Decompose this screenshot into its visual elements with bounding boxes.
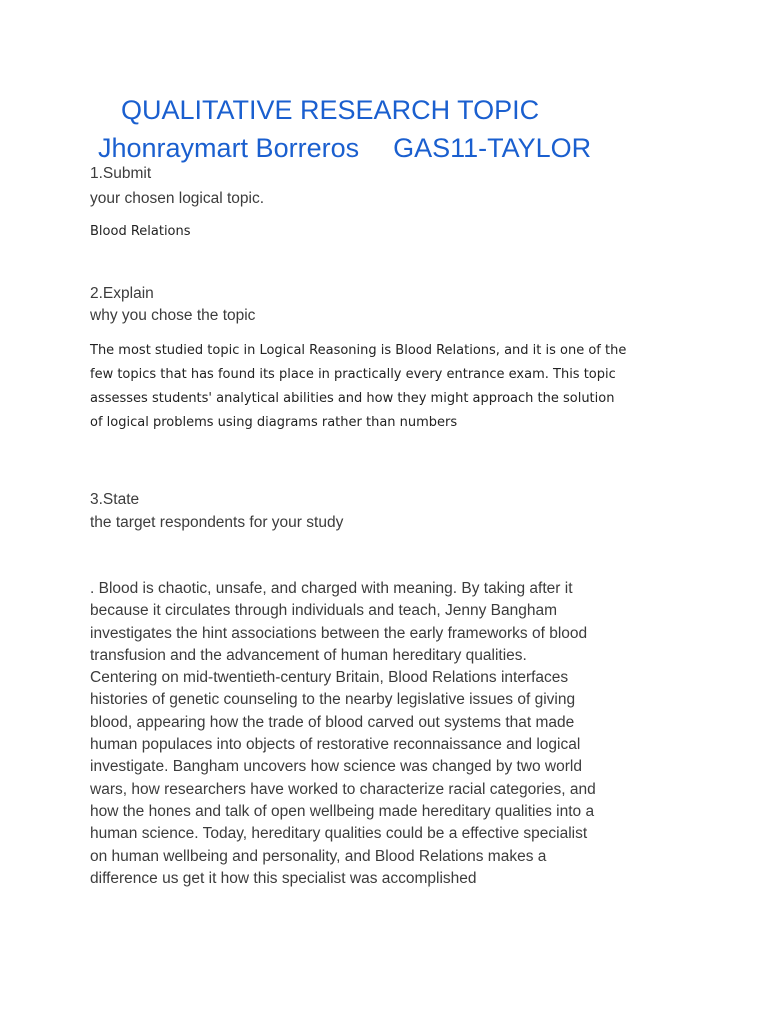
answer-line: difference us get it how this specialist was accomplished [90,869,477,887]
question-2-number: 2.Explain [90,285,154,302]
answer-line: wars, how researchers have worked to characterize racial categories, and [90,780,596,798]
answer-line: few topics that has found its place in practically every entrance exam. This topic [90,367,616,382]
answer-line: Centering on mid-twentieth-century Britain, Blood Relations interfaces [90,669,569,687]
answer-line: investigates the hint associations between the early frameworks of blood [90,624,588,642]
question-2-prompt: why you chose the topic [90,307,256,324]
answer-line: how the hones and talk of open wellbeing made hereditary qualities into a [90,802,595,820]
author-name: Jhonraymart Borreros [98,133,360,163]
question-3-prompt: the target respondents for your study [90,514,344,531]
author-line [98,132,591,164]
answer-line: human science. Today, hereditary qualities could be a effective specialist [90,825,588,843]
answer-line: histories of genetic counseling to the nearby legislative issues of giving [90,691,576,709]
question-1-number: 1.Submit [90,165,152,182]
document-title: QUALITATIVE RESEARCH TOPIC [121,95,540,125]
answer-line: on human wellbeing and personality, and Blood Relations makes a [90,847,547,865]
answer-line: assesses students' analytical abilities and how they might approach the solution [90,391,615,406]
question-3-answer [90,578,710,890]
question-1-prompt: your chosen logical topic. [90,190,265,207]
answer-line: blood, appearing how the trade of blood carved out systems that made [90,713,575,731]
question-3-number: 3.State [90,491,140,508]
answer-line: of logical problems using diagrams rather than numbers [90,415,458,430]
answer-line: transfusion and the advancement of human hereditary qualities. [90,646,527,664]
answer-line: investigate. Bangham uncovers how science was changed by two world [90,758,582,776]
answer-line: human populaces into objects of restorative reconnaissance and logical [90,736,581,754]
question-1-answer: Blood Relations [90,224,191,239]
answer-line: because it circulates through individuals and teach, Jenny Bangham [90,602,558,620]
question-2-answer [90,339,690,435]
answer-line: . Blood is chaotic, unsafe, and charged with meaning. By taking after it [90,580,573,597]
answer-line: The most studied topic in Logical Reasoning is Blood Relations, and it is one of the [90,343,627,358]
section-code: GAS11-TAYLOR [393,133,592,163]
